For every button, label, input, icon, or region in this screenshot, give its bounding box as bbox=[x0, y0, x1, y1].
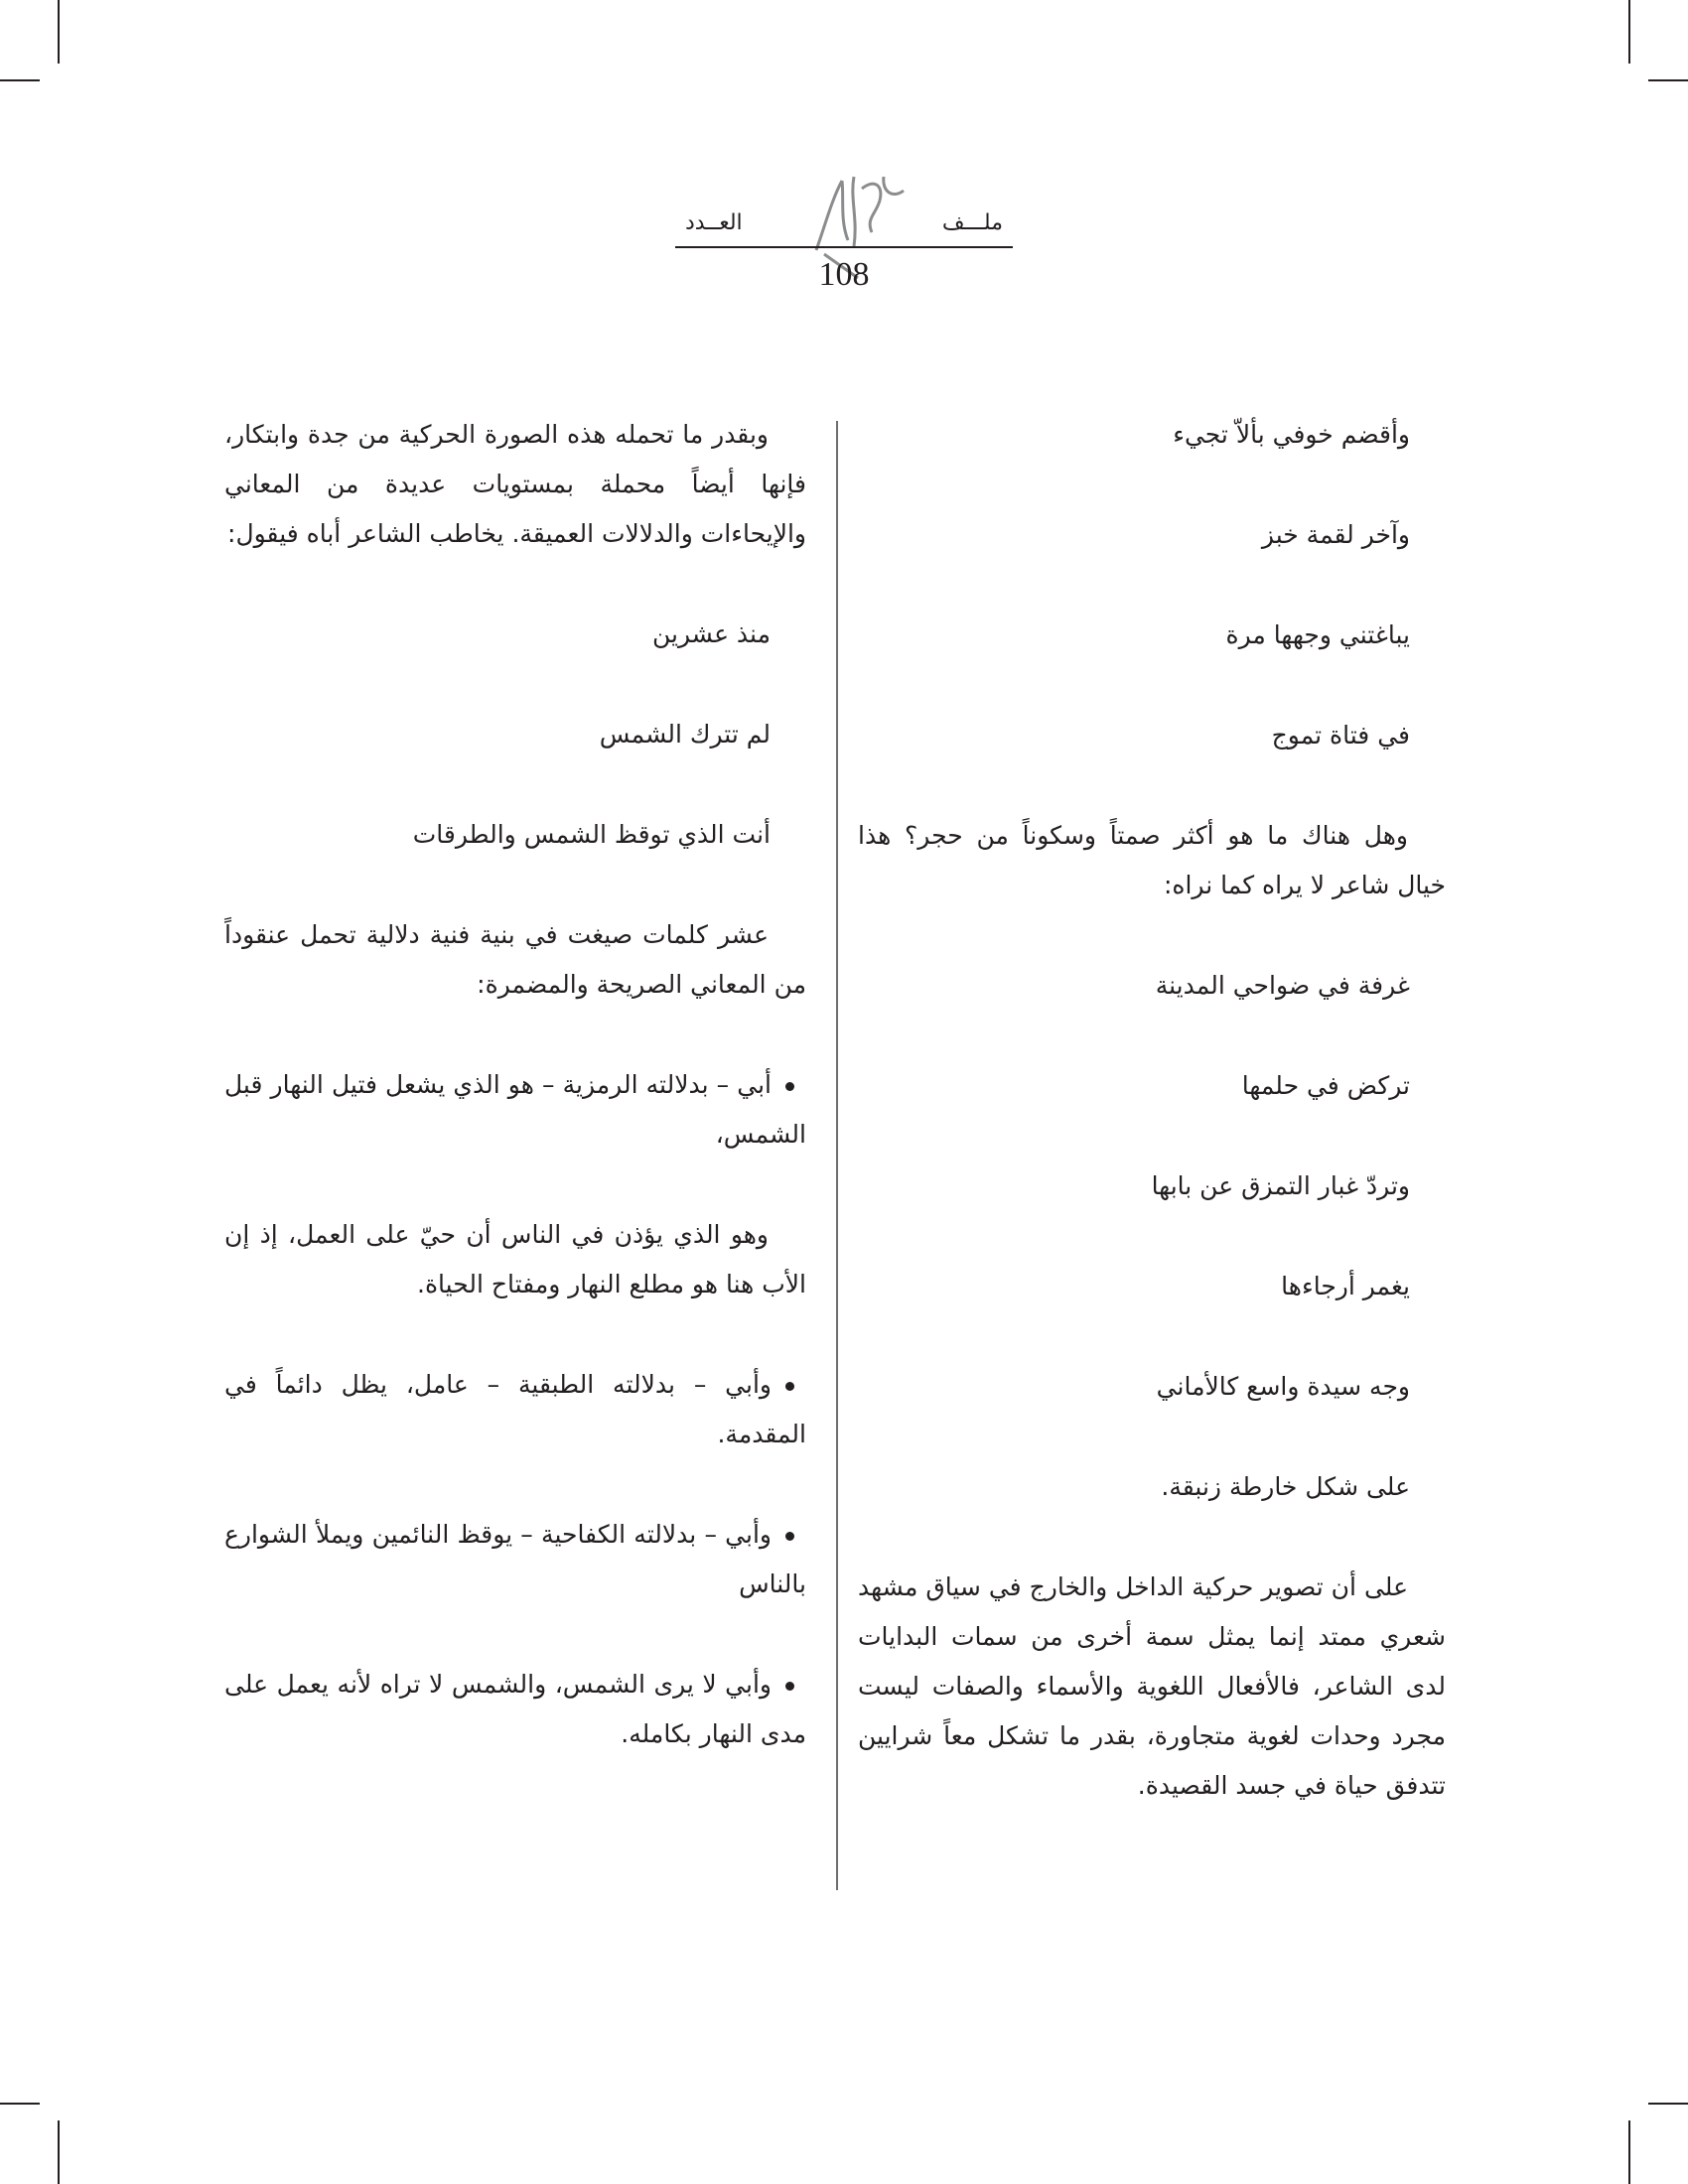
bullet-text: وأبي – بدلالته الطبقية – عامل، يظل دائماً في المقدمة. bbox=[224, 1370, 806, 1448]
column-divider bbox=[836, 421, 838, 1890]
bullet-icon bbox=[785, 1082, 794, 1091]
verse-line: منذ عشرين bbox=[651, 619, 771, 648]
verse-line: تركض في حلمها bbox=[1241, 1071, 1410, 1100]
crop-mark bbox=[1628, 0, 1630, 64]
bullet-text: وأبي – بدلالته الكفاحية – يوقظ النائمين ويملأ الشوارع بالناس bbox=[224, 1520, 806, 1598]
crop-mark bbox=[0, 2103, 40, 2105]
bullet-item bbox=[224, 1660, 806, 1759]
left-column bbox=[224, 410, 806, 1810]
verse-line: وتردّ غبار التمزق عن بابها bbox=[1151, 1171, 1410, 1200]
body-paragraph: وبقدر ما تحمله هذه الصورة الحركية من جدة وابتكار، فإنها أيضاً محملة بمستويات عديدة من المعاني والإيحاءات والدلالات العميقة. يخاطب الشاعر أباه فيقول: bbox=[224, 420, 806, 548]
bullet-item bbox=[224, 1360, 806, 1459]
bullet-icon bbox=[785, 1382, 794, 1391]
verse-line: أنت الذي توقظ الشمس والطرقات bbox=[412, 820, 771, 849]
verse-line: في فتاة تموج bbox=[1271, 721, 1410, 750]
issue-label: العــدد bbox=[685, 210, 743, 235]
crop-mark bbox=[58, 0, 60, 64]
crop-mark bbox=[58, 2120, 60, 2184]
right-column bbox=[858, 410, 1446, 1861]
bullet-icon bbox=[785, 1682, 794, 1691]
verse-line: لم تترك الشمس bbox=[599, 720, 771, 749]
section-label: ملـــف bbox=[941, 210, 1003, 235]
crop-mark bbox=[1648, 2103, 1688, 2105]
bullet-text: وأبي لا يرى الشمس، والشمس لا تراه لأنه يعمل على مدى النهار بكامله. bbox=[224, 1670, 806, 1748]
page-number: 108 bbox=[818, 256, 870, 293]
body-paragraph: على أن تصوير حركية الداخل والخارج في سياق مشهد شعري ممتد إنما يمثل سمة أخرى من سمات البدايات لدى الشاعر، فالأفعال اللغوية والأسماء والصفات ليست مجرد وحدات لغوية متجاورة، بقدر ما تشكل معاً شرايين تتدفق حياة في جسد القصيدة. bbox=[858, 1572, 1446, 1800]
crop-mark bbox=[1648, 79, 1688, 81]
header-rule bbox=[675, 246, 1013, 248]
verse-line: يغمر أرجاءها bbox=[1281, 1272, 1410, 1300]
body-paragraph: وهو الذي يؤذن في الناس أن حيّ على العمل، إذ إن الأب هنا هو مطلع النهار ومفتاح الحياة. bbox=[224, 1220, 806, 1298]
verse-line: وآخر لقمة خبز bbox=[1261, 520, 1410, 549]
body-paragraph: وهل هناك ما هو أكثر صمتاً وسكوناً من حجر؟ هذا خيال شاعر لا يراه كما نراه: bbox=[858, 821, 1446, 899]
verse-line: على شكل خارطة زنبقة. bbox=[1161, 1472, 1410, 1501]
bullet-icon bbox=[785, 1532, 794, 1541]
page-header bbox=[655, 159, 1033, 298]
bullet-item bbox=[224, 1510, 806, 1609]
verse-line: وأقضم خوفي بألاّ تجيء bbox=[1173, 420, 1410, 449]
bullet-item bbox=[224, 1060, 806, 1160]
verse-line: غرفة في ضواحي المدينة bbox=[1155, 971, 1410, 1000]
body-paragraph: عشر كلمات صيغت في بنية فنية دلالية تحمل عنقوداً من المعاني الصريحة والمضمرة: bbox=[224, 920, 806, 999]
bullet-text: أبي – بدلالته الرمزية – هو الذي يشعل فتيل النهار قبل الشمس، bbox=[224, 1070, 806, 1149]
verse-line: يباغتني وجهها مرة bbox=[1225, 620, 1410, 649]
verse-line: وجه سيدة واسع كالأماني bbox=[1156, 1372, 1410, 1401]
crop-mark bbox=[1628, 2120, 1630, 2184]
crop-mark bbox=[0, 79, 40, 81]
